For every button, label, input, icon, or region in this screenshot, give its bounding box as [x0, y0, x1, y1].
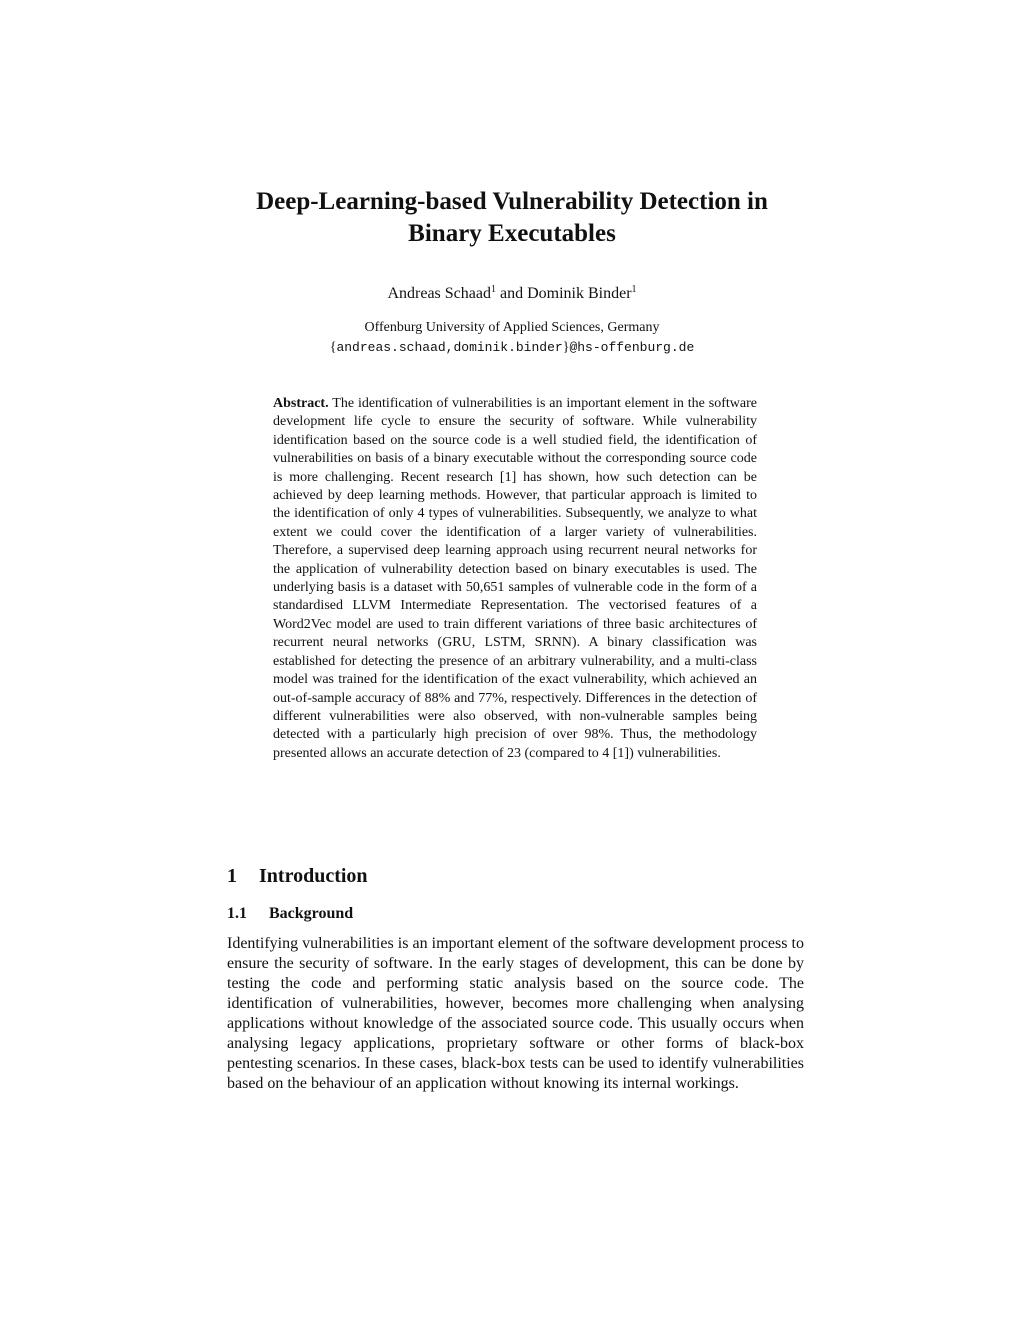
email-brace-close: }: [562, 340, 570, 355]
abstract-label: Abstract.: [273, 396, 329, 411]
author-list: [0, 284, 1024, 304]
email-names: andreas.schaad,dominik.binder: [336, 340, 563, 355]
section-number: 1: [227, 865, 237, 887]
author-name: Andreas Schaad: [387, 285, 491, 302]
section-title: Introduction: [259, 865, 368, 887]
abstract-text: The identification of vulnerabilities is an important element in the software development life cycle to ensure the security of software. While vulnerability identification based on the source code is a well studied field, the identification of vulnerabilities on basis of a binary executable without the corresponding source code is more challenging. Recent research [1] has shown, how such detection can be achieved by deep learning methods. However, that particular approach is limited to the identification of only 4 types of vulnerabilities. Subsequently, we analyze to what extent we could cover the identification of a larger variety of vulnerabilities. Therefore, a supervised deep learning approach using recurrent neural networks for the application of vulnerability detection based on binary executables is used. The underlying basis is a dataset with 50,651 samples of vulnerable code in the form of a standardised LLVM Intermediate Representation. The vectorised features of a Word2Vec model are used to train different variations of three basic architectures of recurrent neural networks (GRU, LSTM, SRNN). A binary classification was established for detecting the presence of an arbitrary vulnerability, and a multi-class model was trained for the identification of the exact vulnerability, which achieved an out-of-sample accuracy of 88% and 77%, respectively. Differences in the detection of different vulnerabilities were also observed, with non-vulnerable samples being detected with a particularly high precision of over 98%. Thus, the methodology presented allows an accurate detection of 23 (compared to 4 [1]) vulnerabilities.: [273, 396, 757, 761]
abstract: [273, 395, 757, 763]
subsection-heading: [227, 903, 353, 925]
paper-title-line-2: Binary Executables: [408, 220, 616, 247]
section-heading: [227, 863, 368, 889]
paper-title-line-1: Deep-Learning-based Vulnerability Detection in: [256, 188, 768, 215]
affiliation-marker: 1: [631, 284, 637, 295]
author-separator: and: [495, 285, 528, 302]
paper-title: [0, 186, 1024, 250]
author-emails: [0, 338, 1024, 358]
subsection-number: 1.1: [227, 905, 247, 922]
email-domain: @hs-offenburg.de: [569, 340, 695, 355]
body-paragraph: Identifying vulnerabilities is an important element of the software development process to ensure the security of software. In the early stages of development, this can be done by testing the code and performing static analysis based on the source code. The identification of vulnerabilities, however, becomes more challenging when analysing applications without knowledge of the associated source code. This usually occurs when analysing legacy applications, proprietary software or other forms of black-box pentesting scenarios. In these cases, black-box tests can be used to identify vulnerabilities based on the behaviour of an application without knowing its internal workings.: [227, 935, 804, 1092]
subsection-title: Background: [269, 905, 354, 922]
author-name: Dominik Binder: [527, 285, 632, 302]
affiliation-marker: 1: [490, 284, 496, 295]
affiliation: Offenburg University of Applied Sciences, Germany: [364, 320, 660, 335]
email-brace-open: {: [329, 340, 337, 355]
